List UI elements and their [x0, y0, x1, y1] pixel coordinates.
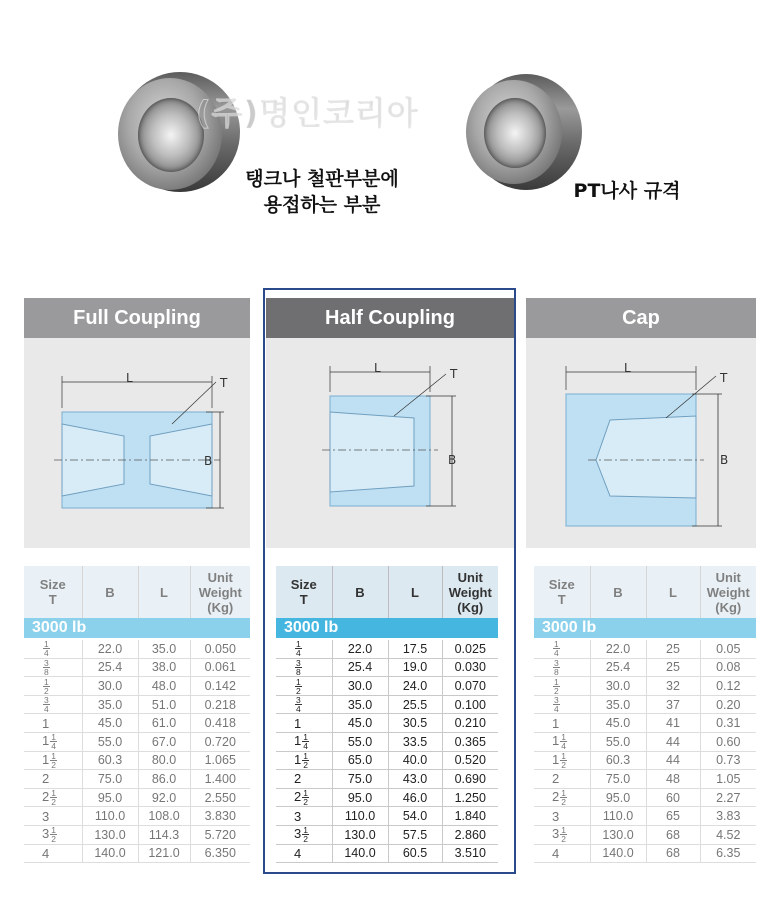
fraction-numerator: 1 — [51, 788, 56, 799]
size-sub-label: T — [299, 592, 308, 607]
pressure-class-label: 3000 lb — [24, 618, 250, 639]
fraction-numerator: 3 — [554, 695, 559, 706]
weight-cell: 1.05 — [700, 770, 756, 789]
weight-cell: 3.830 — [190, 807, 250, 826]
l-cell: 30.5 — [388, 714, 442, 733]
b-cell: 65.0 — [332, 751, 388, 770]
weight-cell: 3.83 — [700, 807, 756, 826]
size-whole: 1 — [294, 733, 302, 749]
size-fraction — [553, 640, 560, 657]
size-cell — [534, 732, 590, 751]
weight-cell: 0.210 — [442, 714, 498, 733]
b-cell: 110.0 — [332, 807, 388, 826]
fraction-denominator: 2 — [51, 797, 56, 808]
weight-cell: 0.12 — [700, 677, 756, 696]
col-weight-header — [700, 566, 756, 618]
size-cell — [534, 788, 590, 807]
size-cell — [534, 751, 590, 770]
fraction-denominator: 4 — [554, 648, 559, 659]
size-whole: 2 — [552, 789, 560, 805]
size-whole: 2 — [552, 771, 560, 787]
fraction-numerator: 1 — [296, 676, 301, 687]
b-cell: 30.0 — [590, 677, 646, 696]
fraction-denominator: 2 — [561, 759, 566, 770]
l-cell: 108.0 — [138, 807, 190, 826]
weight-cell: 2.27 — [700, 788, 756, 807]
weight-cell: 0.720 — [190, 732, 250, 751]
size-fraction — [50, 752, 57, 769]
weight-cell: 5.720 — [190, 825, 250, 844]
fraction-numerator: 1 — [561, 750, 566, 761]
b-cell: 55.0 — [590, 732, 646, 751]
dim-t-label: T — [220, 376, 228, 390]
size-whole: 2 — [294, 771, 302, 787]
weight-cell: 0.520 — [442, 751, 498, 770]
weight-cell: 2.550 — [190, 788, 250, 807]
b-cell: 110.0 — [82, 807, 138, 826]
weight-cell: 6.35 — [700, 844, 756, 863]
size-whole: 1 — [552, 751, 560, 767]
dim-b-label: B — [448, 453, 457, 467]
table-row — [534, 714, 756, 733]
b-cell: 45.0 — [82, 714, 138, 733]
fraction-denominator: 4 — [296, 648, 301, 659]
fraction-numerator: 1 — [296, 639, 301, 650]
b-cell: 140.0 — [590, 844, 646, 863]
size-whole: 3 — [42, 826, 50, 842]
table-row — [534, 695, 756, 714]
pressure-class-row — [534, 618, 756, 639]
b-cell: 22.0 — [590, 639, 646, 658]
size-cell — [534, 658, 590, 677]
size-whole: 3 — [552, 808, 560, 824]
full-coupling-header: Full Coupling — [24, 298, 250, 338]
weight-cell: 2.860 — [442, 825, 498, 844]
dim-l-label: L — [374, 361, 381, 375]
fraction-denominator: 2 — [51, 834, 56, 845]
size-whole: 2 — [42, 789, 50, 805]
table-row — [24, 695, 250, 714]
l-cell: 33.5 — [388, 732, 442, 751]
half-coupling-highlight-frame — [263, 288, 516, 874]
b-cell: 45.0 — [590, 714, 646, 733]
weight-label: Unit — [207, 569, 233, 585]
table-row — [534, 844, 756, 863]
col-size-header — [534, 566, 590, 618]
weight-cell: 0.142 — [190, 677, 250, 696]
b-cell: 30.0 — [332, 677, 388, 696]
size-fraction — [50, 733, 57, 750]
table-row — [24, 807, 250, 826]
b-cell: 110.0 — [590, 807, 646, 826]
l-cell: 48 — [646, 770, 700, 789]
size-cell — [24, 807, 82, 826]
l-cell: 44 — [646, 751, 700, 770]
b-cell: 22.0 — [332, 639, 388, 658]
thread-caption: PT나사 규격 — [573, 180, 681, 202]
table-row — [534, 807, 756, 826]
l-cell: 46.0 — [388, 788, 442, 807]
fraction-denominator: 2 — [44, 685, 49, 696]
fraction-denominator: 4 — [51, 741, 56, 752]
size-whole: 1 — [294, 715, 302, 731]
cap-diagram — [526, 338, 756, 548]
weld-caption — [222, 166, 422, 218]
table-row — [534, 677, 756, 696]
l-cell: 38.0 — [138, 658, 190, 677]
col-l-header: L — [388, 566, 442, 618]
table-row — [534, 770, 756, 789]
fraction-denominator: 2 — [554, 685, 559, 696]
b-cell: 45.0 — [332, 714, 388, 733]
b-cell: 35.0 — [590, 695, 646, 714]
fraction-numerator: 1 — [303, 750, 308, 761]
l-cell: 43.0 — [388, 770, 442, 789]
weight-cell: 0.418 — [190, 714, 250, 733]
size-cell — [24, 770, 82, 789]
size-whole: 3 — [42, 808, 50, 824]
pressure-class-row — [24, 618, 250, 639]
fraction-denominator: 4 — [303, 741, 308, 752]
fraction-denominator: 2 — [303, 759, 308, 770]
col-b-header: B — [590, 566, 646, 618]
size-cell — [534, 825, 590, 844]
weight-cell: 0.025 — [442, 639, 498, 658]
l-cell: 68 — [646, 844, 700, 863]
b-cell: 95.0 — [590, 788, 646, 807]
weight-cell: 0.20 — [700, 695, 756, 714]
b-cell: 25.4 — [590, 658, 646, 677]
weight-cell: 6.350 — [190, 844, 250, 863]
l-cell: 61.0 — [138, 714, 190, 733]
size-fraction — [50, 789, 57, 806]
weight-cell: 4.52 — [700, 825, 756, 844]
table-header-row — [534, 566, 756, 618]
fraction-denominator: 2 — [303, 834, 308, 845]
b-cell: 130.0 — [332, 825, 388, 844]
fraction-denominator: 4 — [561, 741, 566, 752]
fraction-numerator: 1 — [561, 825, 566, 836]
b-cell: 140.0 — [332, 844, 388, 863]
l-cell: 48.0 — [138, 677, 190, 696]
size-fraction — [553, 678, 560, 695]
col-l-header: L — [646, 566, 700, 618]
size-whole: 4 — [294, 845, 302, 861]
l-cell: 32 — [646, 677, 700, 696]
cap-table — [534, 566, 756, 863]
b-cell: 140.0 — [82, 844, 138, 863]
weight-cell: 0.690 — [442, 770, 498, 789]
size-fraction — [560, 789, 567, 806]
table-row — [24, 714, 250, 733]
b-cell: 75.0 — [332, 770, 388, 789]
table-row — [24, 770, 250, 789]
l-cell: 25.5 — [388, 695, 442, 714]
size-cell — [534, 807, 590, 826]
col-weight-header — [190, 566, 250, 618]
l-cell: 65 — [646, 807, 700, 826]
size-cell — [24, 639, 82, 658]
dim-l-label: L — [126, 371, 133, 385]
weight-cell: 0.100 — [442, 695, 498, 714]
weight-cell: 0.061 — [190, 658, 250, 677]
size-label: Size — [548, 577, 575, 592]
l-cell: 92.0 — [138, 788, 190, 807]
size-whole: 3 — [552, 826, 560, 842]
col-l-header: L — [138, 566, 190, 618]
b-cell: 130.0 — [590, 825, 646, 844]
dim-b-label: B — [204, 454, 213, 468]
fraction-numerator: 1 — [303, 788, 308, 799]
fraction-denominator: 2 — [303, 797, 308, 808]
weight-cell: 1.250 — [442, 788, 498, 807]
size-whole: 2 — [294, 789, 302, 805]
fraction-denominator: 4 — [44, 648, 49, 659]
fraction-numerator: 1 — [554, 676, 559, 687]
fraction-denominator: 4 — [296, 704, 301, 715]
table-row — [24, 825, 250, 844]
b-cell: 30.0 — [82, 677, 138, 696]
full-coupling-table — [24, 566, 250, 863]
weight-cell: 0.365 — [442, 732, 498, 751]
b-cell: 95.0 — [332, 788, 388, 807]
dim-b-label: B — [720, 453, 729, 467]
weight-label: Unit — [715, 569, 741, 585]
fraction-denominator: 8 — [296, 666, 301, 677]
b-cell: 25.4 — [332, 658, 388, 677]
weight-cell: 0.60 — [700, 732, 756, 751]
l-cell: 35.0 — [138, 639, 190, 658]
fraction-numerator: 3 — [44, 695, 49, 706]
b-cell: 55.0 — [332, 732, 388, 751]
fraction-numerator: 3 — [296, 657, 301, 668]
size-sub-label: T — [557, 592, 566, 607]
size-cell — [24, 751, 82, 770]
b-cell: 60.3 — [590, 751, 646, 770]
weight-cell: 0.218 — [190, 695, 250, 714]
fraction-numerator: 1 — [554, 639, 559, 650]
weight-cell: 1.065 — [190, 751, 250, 770]
table-row — [534, 732, 756, 751]
size-cell — [534, 844, 590, 863]
l-cell: 19.0 — [388, 658, 442, 677]
size-label: Size — [39, 577, 66, 592]
size-cell — [24, 677, 82, 696]
size-fraction — [560, 733, 567, 750]
pressure-class-label: 3000 lb — [534, 618, 756, 639]
fraction-numerator: 1 — [303, 732, 308, 743]
weight-cell: 0.31 — [700, 714, 756, 733]
fraction-numerator: 1 — [51, 732, 56, 743]
size-fraction — [43, 678, 50, 695]
size-cell — [24, 714, 82, 733]
size-cell — [534, 714, 590, 733]
fraction-denominator: 4 — [44, 704, 49, 715]
fraction-numerator: 1 — [51, 825, 56, 836]
table-row — [24, 844, 250, 863]
watermark-text: (주)명인코리아 — [196, 94, 419, 132]
fraction-numerator: 3 — [554, 657, 559, 668]
l-cell: 57.5 — [388, 825, 442, 844]
size-fraction — [560, 752, 567, 769]
l-cell: 17.5 — [388, 639, 442, 658]
l-cell: 37 — [646, 695, 700, 714]
weld-caption-line1: 탱크나 철판부분에 — [245, 168, 399, 190]
size-cell — [534, 770, 590, 789]
table-row — [24, 658, 250, 677]
l-cell: 114.3 — [138, 825, 190, 844]
l-cell: 25 — [646, 658, 700, 677]
weight-label: Weight — [706, 584, 750, 600]
table-row — [534, 639, 756, 658]
b-cell: 25.4 — [82, 658, 138, 677]
full-coupling-diagram — [24, 338, 250, 548]
size-fraction — [553, 659, 560, 676]
weight-cell: 0.08 — [700, 658, 756, 677]
weight-cell: 0.070 — [442, 677, 498, 696]
table-row — [24, 751, 250, 770]
b-cell: 55.0 — [82, 732, 138, 751]
size-whole: 3 — [294, 826, 302, 842]
weight-label: Unit — [457, 569, 483, 585]
size-cell — [534, 639, 590, 658]
weight-label: Weight — [198, 584, 242, 600]
table-row — [24, 677, 250, 696]
size-whole: 1 — [552, 733, 560, 749]
weight-label: (Kg) — [457, 599, 484, 615]
size-cell — [24, 695, 82, 714]
weight-cell: 0.73 — [700, 751, 756, 770]
size-cell — [24, 825, 82, 844]
l-cell: 44 — [646, 732, 700, 751]
cap-header: Cap — [526, 298, 756, 338]
dim-l-label: L — [624, 361, 631, 375]
fraction-numerator: 3 — [44, 657, 49, 668]
l-cell: 80.0 — [138, 751, 190, 770]
b-cell: 35.0 — [332, 695, 388, 714]
fraction-denominator: 2 — [561, 834, 566, 845]
fraction-denominator: 8 — [44, 666, 49, 677]
dim-t-label: T — [720, 371, 728, 385]
l-cell: 54.0 — [388, 807, 442, 826]
weight-label: (Kg) — [715, 599, 742, 615]
size-cell — [24, 788, 82, 807]
weight-cell: 0.05 — [700, 639, 756, 658]
size-fraction — [43, 659, 50, 676]
fraction-numerator: 1 — [44, 676, 49, 687]
col-size-header — [24, 566, 82, 618]
weight-cell: 0.030 — [442, 658, 498, 677]
b-cell: 95.0 — [82, 788, 138, 807]
table-row — [24, 732, 250, 751]
b-cell: 60.3 — [82, 751, 138, 770]
col-b-header: B — [332, 566, 388, 618]
l-cell: 24.0 — [388, 677, 442, 696]
l-cell: 41 — [646, 714, 700, 733]
weight-cell: 0.050 — [190, 639, 250, 658]
size-fraction — [43, 640, 50, 657]
weld-caption-line2: 용접하는 부분 — [263, 194, 381, 216]
size-sub-label: T — [48, 592, 57, 607]
table-row — [24, 639, 250, 658]
size-whole: 4 — [42, 845, 50, 861]
size-whole: 1 — [42, 733, 50, 749]
table-row — [534, 825, 756, 844]
size-whole: 1 — [294, 751, 302, 767]
fraction-denominator: 4 — [554, 704, 559, 715]
l-cell: 40.0 — [388, 751, 442, 770]
size-cell — [24, 732, 82, 751]
size-fraction — [553, 696, 560, 713]
size-whole: 1 — [42, 751, 50, 767]
size-whole: 1 — [42, 715, 50, 731]
table-row — [534, 751, 756, 770]
dim-t-label: T — [450, 367, 458, 381]
fraction-denominator: 8 — [554, 666, 559, 677]
size-whole: 2 — [42, 771, 50, 787]
size-fraction — [43, 696, 50, 713]
fraction-numerator: 1 — [51, 750, 56, 761]
b-cell: 130.0 — [82, 825, 138, 844]
l-cell: 67.0 — [138, 732, 190, 751]
fraction-numerator: 3 — [296, 695, 301, 706]
size-whole: 4 — [552, 845, 560, 861]
fraction-denominator: 2 — [296, 685, 301, 696]
weight-cell: 3.510 — [442, 844, 498, 863]
weight-cell: 1.400 — [190, 770, 250, 789]
fraction-denominator: 2 — [561, 797, 566, 808]
size-cell — [534, 695, 590, 714]
l-cell: 86.0 — [138, 770, 190, 789]
size-label: Size — [290, 577, 317, 592]
fraction-numerator: 1 — [561, 732, 566, 743]
table-row — [24, 788, 250, 807]
l-cell: 51.0 — [138, 695, 190, 714]
fraction-numerator: 1 — [303, 825, 308, 836]
size-fraction — [560, 826, 567, 843]
fraction-numerator: 1 — [561, 788, 566, 799]
b-cell: 22.0 — [82, 639, 138, 658]
size-whole: 1 — [552, 715, 560, 731]
size-whole: 3 — [294, 808, 302, 824]
l-cell: 68 — [646, 825, 700, 844]
weight-label: (Kg) — [207, 599, 234, 615]
l-cell: 25 — [646, 639, 700, 658]
b-cell: 75.0 — [590, 770, 646, 789]
size-cell — [24, 844, 82, 863]
col-b-header: B — [82, 566, 138, 618]
l-cell: 60 — [646, 788, 700, 807]
pressure-class-label: 3000 lb — [276, 618, 498, 639]
l-cell: 121.0 — [138, 844, 190, 863]
b-cell: 75.0 — [82, 770, 138, 789]
weight-label: Weight — [448, 584, 492, 600]
size-cell — [534, 677, 590, 696]
fraction-denominator: 2 — [51, 759, 56, 770]
half-coupling-header: Half Coupling — [266, 298, 514, 338]
fraction-numerator: 1 — [44, 639, 49, 650]
weight-cell: 1.840 — [442, 807, 498, 826]
size-cell — [24, 658, 82, 677]
table-header-row — [24, 566, 250, 618]
table-row — [534, 658, 756, 677]
size-fraction — [50, 826, 57, 843]
b-cell: 35.0 — [82, 695, 138, 714]
l-cell: 60.5 — [388, 844, 442, 863]
table-row — [534, 788, 756, 807]
